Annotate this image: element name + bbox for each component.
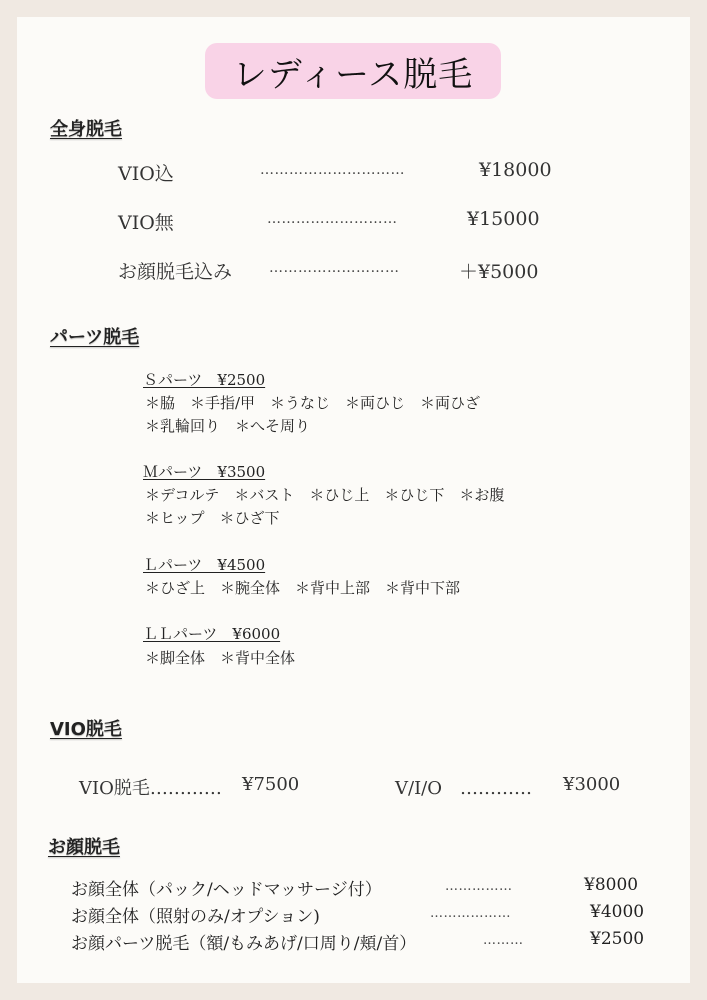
ll-parts-line-1: ＊脚全体 ＊背中全体: [145, 649, 296, 667]
face-row-3-label: お顔パーツ脱毛（額/もみあげ/口周り/頬/首）: [71, 934, 417, 954]
face-row-2-price: ¥4000: [590, 902, 645, 922]
full-body-label-face-included: お顔脱毛込み: [118, 261, 233, 283]
title-banner: [205, 43, 501, 99]
full-body-dots-vio-excluded: ………………………: [267, 211, 398, 227]
full-body-label-vio-excluded: VIO無: [118, 212, 174, 234]
full-body-dots-vio-included: …………………………: [260, 162, 405, 178]
page-title: レディース脱毛: [232, 54, 474, 95]
full-body-heading: 全身脱毛: [50, 119, 122, 140]
vio-single-label: V/I/O …………: [395, 778, 532, 799]
full-body-price-vio-excluded: ¥15000: [467, 208, 540, 230]
vio-single-price: ¥3000: [563, 774, 621, 795]
s-parts-title: Ｓパーツ ¥2500: [143, 371, 266, 389]
s-parts-line-2: ＊乳輪回り ＊へそ周り: [145, 417, 311, 435]
face-row-2-dots: ………………: [430, 906, 511, 921]
l-parts-title: Ｌパーツ ¥4500: [143, 556, 266, 574]
m-parts-title: Ｍパーツ ¥3500: [143, 463, 266, 481]
l-parts-line-1: ＊ひざ上 ＊腕全体 ＊背中上部 ＊背中下部: [145, 579, 461, 597]
full-body-price-vio-included: ¥18000: [479, 159, 552, 181]
face-row-1-label: お顔全体（パック/ヘッドマッサージ付）: [71, 880, 382, 900]
full-body-label-vio-included: VIO込: [118, 163, 174, 185]
face-row-3-price: ¥2500: [590, 929, 645, 949]
full-body-price-face-included: ＋¥5000: [459, 261, 539, 283]
vio-full-price: ¥7500: [242, 774, 300, 795]
face-row-1-dots: ……………: [445, 879, 513, 894]
full-body-dots-face-included: ………………………: [269, 260, 400, 276]
face-row-1-price: ¥8000: [584, 875, 639, 895]
parts-heading: パーツ脱毛: [50, 327, 140, 348]
m-parts-line-2: ＊ヒップ ＊ひざ下: [145, 509, 280, 527]
face-heading: お顔脱毛: [48, 837, 120, 858]
m-parts-line-1: ＊デコルテ ＊バスト ＊ひじ上 ＊ひじ下 ＊お腹: [145, 486, 505, 504]
vio-full-label: VIO脱毛…………: [79, 778, 222, 799]
ll-parts-title: ＬＬパーツ ¥6000: [143, 625, 281, 643]
vio-heading: VIO脱毛: [50, 719, 122, 740]
face-row-3-dots: ………: [483, 933, 524, 948]
s-parts-line-1: ＊脇 ＊手指/甲 ＊うなじ ＊両ひじ ＊両ひざ: [145, 394, 481, 412]
face-row-2-label: お顔全体（照射のみ/オプション): [71, 907, 320, 927]
menu-sheet: [17, 17, 690, 983]
